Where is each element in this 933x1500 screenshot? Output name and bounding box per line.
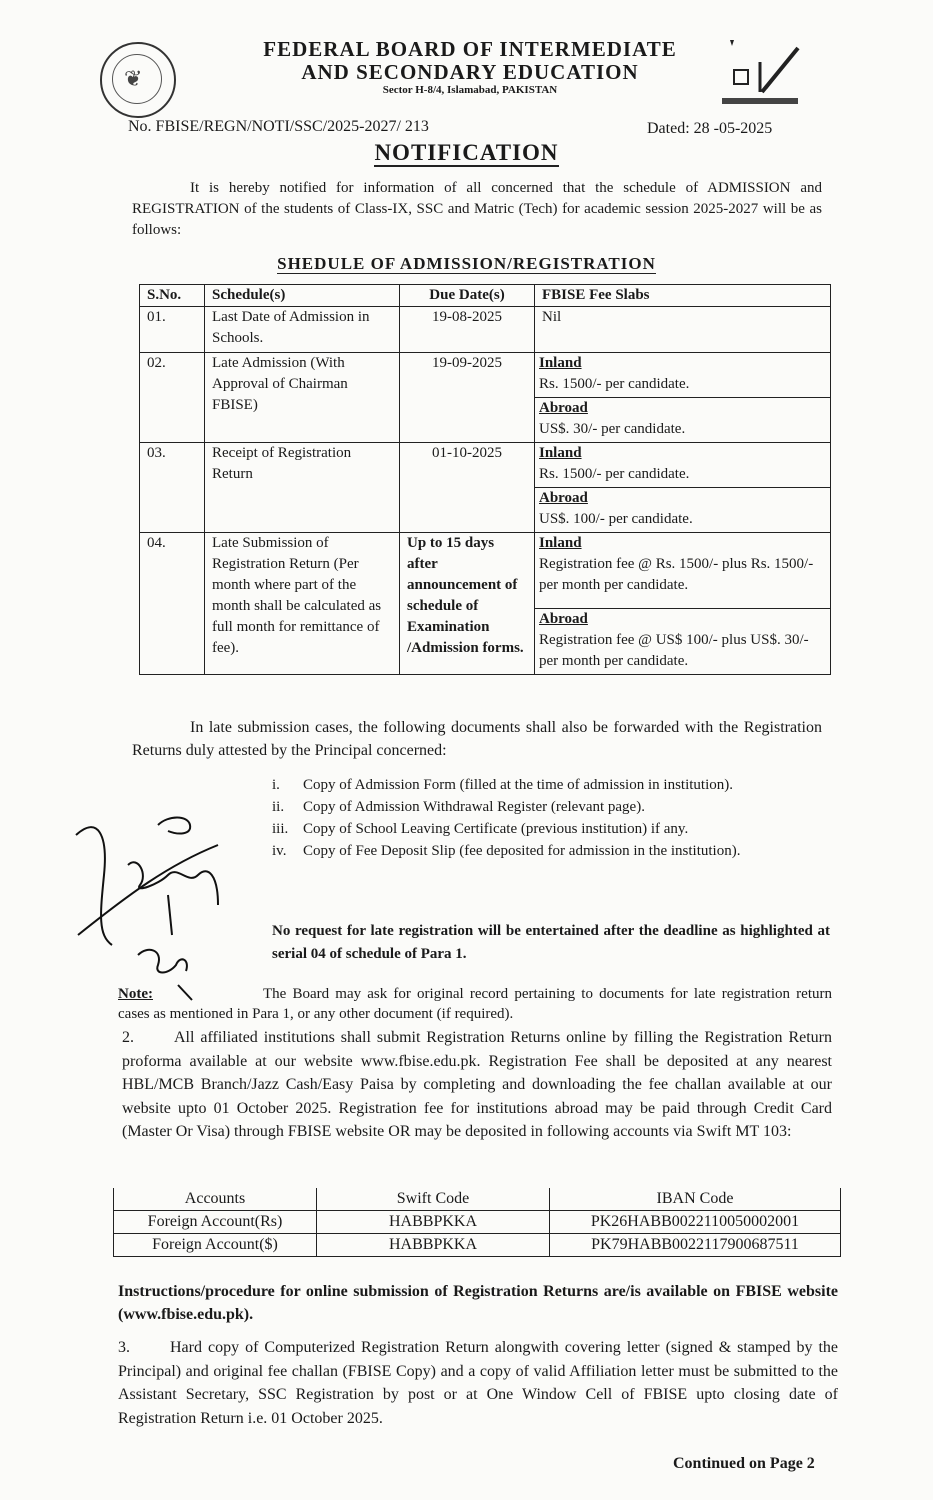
page-title: NOTIFICATION [374,140,559,165]
abroad-fee: US$. 100/- per candidate. [539,511,693,527]
handwritten-signature [68,795,238,1005]
inland-label: Inland [539,535,582,551]
row-due: 19-09-2025 [400,353,535,443]
accounts-table [113,1188,841,1257]
row-sno: 01. [140,307,205,353]
header-sno: S.No. [140,285,205,307]
para-3-text: Hard copy of Computerized Registration Return alongwith covering letter (signed & stamped by the Principal) and original fee challan (FBISE Copy) and a copy of valid Affiliation letter must be submitted to the Assistant Secretary, SSC Registration by post or at One Window Cell of FBISE upto closing date of Registration Return i.e. 01 October 2025. [118,1339,838,1427]
org-line-1: FEDERAL BOARD OF INTERMEDIATE [263,37,677,61]
continued-note: Continued on Page 2 [673,1455,815,1472]
org-line-2: AND SECONDARY EDUCATION [301,60,639,84]
table-row [140,307,831,353]
list-item: ii. Copy of Admission Withdrawal Register (relevant page). [272,799,645,815]
table-row [140,533,831,675]
abroad-label: Abroad [539,611,588,627]
inland-fee: Registration fee @ Rs. 1500/- plus Rs. 1500/- per month per candidate. [539,556,814,593]
para-3 [118,1336,838,1430]
header-accounts: Accounts [114,1188,317,1211]
abroad-fee: Registration fee @ US$ 100/- plus US$. 30/- per month per candidate. [539,632,809,669]
para-3-number: 3. [118,1339,130,1356]
schedule-table [139,284,831,675]
intro-paragraph: It is hereby notified for information of all concerned that the schedule of ADMISSION and REGISTRATION of the students of Class-IX, SSC and Matric (Tech) for academic session 2025-2027 will be as follows: [132,180,822,238]
documents-list [272,774,826,862]
para-2-text: All affiliated institutions shall submit Registration Returns online by filling the Registration Return proforma available at our website www.fbise.edu.pk. Registration Fee shall be deposited at any nearest HBL/MCB Branch/Jazz Cash/Easy Paisa by completing and downloading the fee challan available at our website upto 01 October 2025. Registration fee for institutions abroad may be paid through Credit Card (Master Or Visa) through FBISE website OR may be deposited in following accounts via Swift MT 103: [122,1029,832,1140]
row-sno: 02. [140,353,205,443]
note-paragraph [118,984,832,1024]
inland-fee: Rs. 1500/- per candidate. [539,466,690,482]
instructions: Instructions/procedure for online submission of Registration Returns are/is available on FBISE website (www.fbise.edu.pk). [118,1283,838,1323]
row-schedule: Receipt of Registration Return [205,443,400,533]
list-item: iv. Copy of Fee Deposit Slip (fee deposited for admission in the institution). [272,843,741,859]
header-swift: Swift Code [317,1188,550,1211]
table-row: Foreign Account($) HABBPKKA PK79HABB0022117900687511 [114,1234,841,1257]
header-iban: IBAN Code [550,1188,841,1211]
header-fee: FBISE Fee Slabs [535,285,831,307]
org-name [200,38,740,84]
seal-emblem-icon: ❦ [124,66,143,91]
header-schedule: Schedule(s) [205,285,400,307]
row-schedule: Late Admission (With Approval of Chairman FBISE) [205,353,400,443]
header-due-date: Due Date(s) [400,285,535,307]
note-text: The Board may ask for original record pertaining to documents for late registration return cases as mentioned in Para 1, or any other document (if required). [118,986,832,1022]
row-schedule: Last Date of Admission in Schools. [205,307,400,353]
row-fee [535,353,831,443]
table-row [140,443,831,533]
org-address: Sector H-8/4, Islamabad, PAKISTAN [382,84,558,96]
list-item: i. Copy of Admission Form (filled at the time of admission in institution). [272,777,733,793]
qr-mark-icon [720,40,800,110]
table-row: Foreign Account(Rs) HABBPKKA PK26HABB0022110050002001 [114,1211,841,1234]
para-2-number: 2. [122,1029,134,1046]
table-header-row [114,1188,841,1211]
inland-fee: Rs. 1500/- per candidate. [539,376,690,392]
row-fee [535,533,831,675]
table-row [140,353,831,443]
row-fee [535,443,831,533]
reference-number: No. FBISE/REGN/NOTI/SSC/2025-2027/ 213 [128,118,429,135]
abroad-fee: US$. 30/- per candidate. [539,421,686,437]
list-item: iii. Copy of School Leaving Certificate (previous institution) if any. [272,821,689,837]
table-header-row [140,285,831,307]
note-label: Note: [118,986,153,1002]
row-due: 01-10-2025 [400,443,535,533]
inland-label: Inland [539,355,582,371]
date: Dated: 28 -05-2025 [647,120,773,137]
fbise-seal [100,42,176,118]
abroad-label: Abroad [539,400,588,416]
row-sno: 04. [140,533,205,675]
warning-text: No request for late registration will be entertained after the deadline as highlighted at serial 04 of schedule of Para 1. [272,923,830,962]
row-schedule: Late Submission of Registration Return (Per month where part of the month shall be calculated as full month for remittance of fee). [205,533,400,675]
para-2 [122,1026,832,1144]
schedule-title: SHEDULE OF ADMISSION/REGISTRATION [277,254,656,273]
row-sno: 03. [140,443,205,533]
inland-label: Inland [539,445,582,461]
row-due: Up to 15 days after announcement of schedule of Examination /Admission forms. [400,533,535,675]
late-docs-intro: In late submission cases, the following documents shall also be forwarded with the Registration Returns duly attested by the Principal concerned: [132,719,822,759]
row-due: 19-08-2025 [400,307,535,353]
abroad-label: Abroad [539,490,588,506]
row-fee: Nil [535,307,831,353]
